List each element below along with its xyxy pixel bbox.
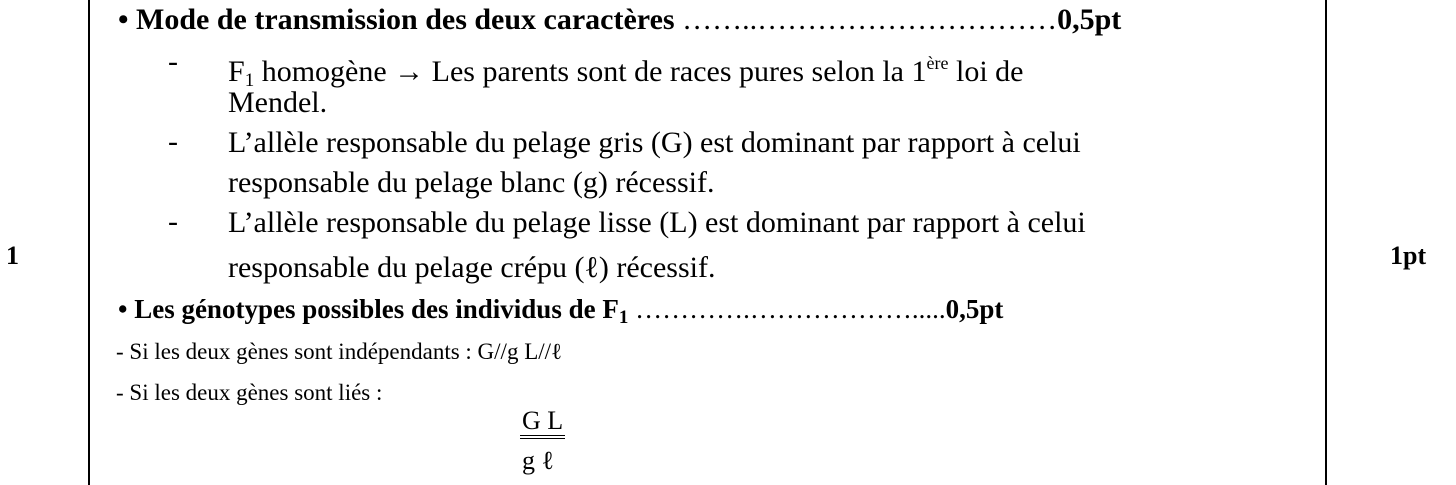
right-column-border <box>1325 0 1327 485</box>
item3-line1: L’allèle responsable du pelage lisse (L) est dominant par rapport à celui <box>228 206 1086 239</box>
linked-genotype-bottom: g ℓ <box>522 446 554 475</box>
section1-title: Mode de transmission des deux caractères <box>136 3 675 36</box>
section1-points: 0,5pt <box>1057 3 1122 36</box>
item1-text: homogène → Les parents sont de races pures selon la 1 <box>254 55 927 88</box>
section2-bullet: • <box>118 294 128 324</box>
linked-genotype-top: G L <box>520 408 565 439</box>
question-score: 1pt <box>1390 241 1427 270</box>
item3-dash: - <box>168 205 178 238</box>
section1-dots: ……..………………………… <box>682 3 1058 36</box>
section1-heading <box>118 2 1121 38</box>
item1-dash: - <box>168 45 178 78</box>
item3-line2: responsable du pelage crépu (ℓ) récessif. <box>228 251 716 284</box>
item1-text-end: loi de <box>948 55 1024 88</box>
section2-points: 0,5pt <box>945 294 1004 324</box>
item1-line1 <box>228 45 1023 99</box>
item2-dash: - <box>168 125 178 158</box>
section2-title-subscript: 1 <box>618 307 629 328</box>
item2-line2: responsable du pelage blanc (g) récessif. <box>228 166 715 199</box>
section2-heading <box>118 291 1003 336</box>
item2-line1: L’allèle responsable du pelage gris (G) est dominant par rapport à celui <box>228 126 1081 159</box>
independent-genes-line: - Si les deux gènes sont indépendants : G//g L//ℓ <box>116 339 563 364</box>
item1-f: F <box>228 55 245 88</box>
item1-superscript: ère <box>926 53 949 73</box>
left-column-border <box>88 0 90 485</box>
question-number: 1 <box>6 241 19 270</box>
linked-genes-label: - Si les deux gènes sont liés : <box>116 380 383 405</box>
section1-bullet: • <box>118 3 129 36</box>
item1-line2: Mendel. <box>228 86 328 119</box>
item1-f-subscript: 1 <box>244 70 255 91</box>
section2-title: Les génotypes possibles des individus de F <box>134 294 619 324</box>
section2-dots: ………….………………..... <box>635 294 946 324</box>
